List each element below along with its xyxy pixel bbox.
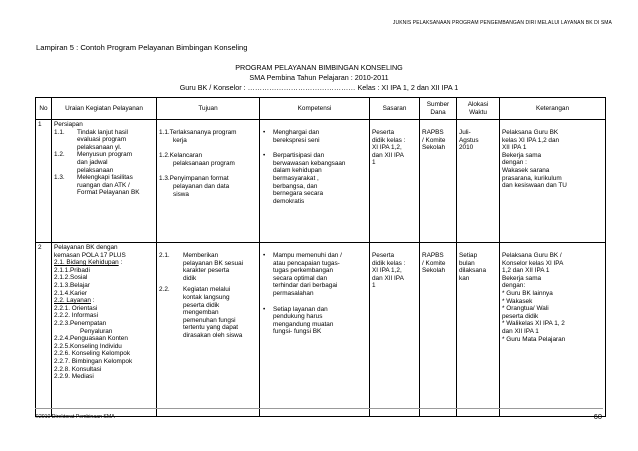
- row1-sasaran: Peserta didik kelas : XI IPA 1,2, dan XII IPA 1: [370, 120, 420, 243]
- col-no: No: [36, 98, 52, 120]
- row2-sasaran: Peserta didik kelas : XI IPA 1,2, dan XII IPA 1: [370, 243, 420, 417]
- kompetensi-item: • Menghargai dan berekspresi seni: [263, 129, 320, 144]
- row1-alokasi: Juli- Agstus 2010: [457, 120, 500, 243]
- row2-no: 2: [36, 243, 52, 417]
- title-line-3: Guru BK / Konselor : ……………………………………… Kelas : XI IPA 1, 2 dan XII IPA 1: [179, 83, 459, 92]
- layanan-heading: 2.2. Layanan: [54, 297, 91, 305]
- kompetensi-item: • Setiap layanan dan pendukung harus mengandung muatan fungsi- fungsi BK: [263, 305, 334, 336]
- kompetensi-item: • Mampu memenuhi dan / atau pencapaian tugas- tugas perkembangan secara optimal dan terhindar dari berbagai permasalahan: [263, 252, 342, 297]
- tujuan-item: 1.1.Terlaksananya program kerja: [159, 129, 237, 144]
- title-line-2: SMA Pembina Tahun Pelajaran : 2010-2011: [249, 73, 389, 82]
- row1-sumber-dana: RAPBS / Komite Sekolah: [420, 120, 457, 243]
- row1-uraian: [52, 120, 157, 243]
- table-row: [36, 243, 606, 417]
- uraian-item: 1.2. Menyusun program dan jadwal pelaksanaan: [54, 151, 133, 174]
- uraian-head: Persiapan: [54, 121, 83, 128]
- running-head: JUKNIS PELAKSANAAN PROGRAM PENGEMBANGAN DIRI MELALUI LAYANAN BK DI SMA: [392, 20, 612, 26]
- row1-no: 1: [36, 120, 52, 243]
- row2-keterangan: Pelaksana Guru BK / Konselor kelas XI IPA 1,2 dan XII IPA 1 Bekerja sama dengan: * Guru BK lainnya * Wakasek * Orangtua/ Wali peserta didik * Walikelas XI IPA 1, 2 dan XII IPA 1 * Guru Mata Pelajaran: [500, 243, 606, 417]
- col-sasaran: Sasaran: [370, 98, 420, 120]
- table-header-row: [36, 98, 606, 120]
- row2-tujuan: [157, 243, 260, 417]
- row1-keterangan: Pelaksana Guru BK kelas XI IPA 1,2 dan XII IPA 1 Bekerja sama dengan : Wakasek sarana prasarana, kurikulum dan kesiswaan dan TU: [500, 120, 606, 243]
- col-kompetensi: Kompetensi: [260, 98, 370, 120]
- bullet-icon: •: [263, 252, 266, 259]
- col-uraian: Uraian Kegiatan Pelayanan: [52, 98, 157, 120]
- uraian-item: 1.1. Tindak lanjut hasil evaluasi program pelaksanaan yl.: [54, 128, 128, 151]
- bullet-icon: •: [263, 305, 266, 313]
- program-title: [0, 63, 638, 93]
- footer-copyright: ©2010 Direktorat Pembinaan SMA: [35, 414, 115, 420]
- tujuan-item: 1.2.Kelancaran pelaksanaan program: [159, 152, 235, 167]
- footer-divider: [35, 408, 603, 409]
- row2-alokasi: Setiap bulan dilaksana kan: [457, 243, 500, 417]
- uraian-item: 1.3. Melengkapi fasilitas ruangan dan ATK / Format Pelayanan BK: [54, 174, 140, 197]
- lampiran-heading: Lampiran 5 : Contoh Program Pelayanan Bimbingan Konseling: [36, 43, 248, 52]
- title-line-1: PROGRAM PELAYANAN BIMBINGAN KONSELING: [235, 63, 403, 72]
- row2-kompetensi: [260, 243, 370, 417]
- program-table: [35, 97, 606, 417]
- bullet-icon: •: [263, 129, 266, 136]
- tujuan-item: 1.3.Penyimpanan format pelayanan dan data siswa: [159, 175, 230, 198]
- row2-uraian: Pelayanan BK dengan kemasan POLA 17 PLUS 2.1. Bidang Kehidupan : 2.1.1.Pribadi 2.1.2.Sosial 2.1.3.Belajar 2.1.4.Karier 2.2. Layanan : 2.2.1. Orientasi 2.2.2. Informasi 2.2.3.Penempatan Penyaluran 2.2.4.Penguasaan Konten 2.2.5.Konseling Individu 2.2.6. Konseling Kelompok 2.2.7. Bimbingan Kelompok 2.2.8. Konsultasi 2.2.9. Mediasi: [52, 243, 157, 417]
- bullet-icon: •: [263, 152, 266, 160]
- col-tujuan: Tujuan: [157, 98, 260, 120]
- bidang-kehidupan: 2.1. Bidang Kehidupan: [54, 259, 119, 267]
- tujuan-item: 2.1. Memberikan pelayanan BK sesuai karakter peserta didik: [159, 252, 244, 282]
- col-keterangan: Keterangan: [500, 98, 606, 120]
- row2-sumber-dana: RAPBS / Komite Sekolah: [420, 243, 457, 417]
- col-sumber-dana: Sumber Dana: [420, 98, 457, 120]
- kompetensi-item: • Berpartisipasi dan berwawasan kebangsaan dalam kehidupan bermasyarakat , berbangsa, dan bernegara secara demokratis: [263, 152, 346, 205]
- tujuan-item: 2.2. Kegiatan melalui kontak langsung peserta didik mengemban pemenuhan fungsi tertentu yang dapat dirasakan oleh siswa: [159, 286, 243, 339]
- page-number: 60: [593, 412, 602, 421]
- col-alokasi-waktu: Alokasi Waktu: [457, 98, 500, 120]
- row1-tujuan: [157, 120, 260, 243]
- table-row: [36, 120, 606, 243]
- row1-kompetensi: [260, 120, 370, 243]
